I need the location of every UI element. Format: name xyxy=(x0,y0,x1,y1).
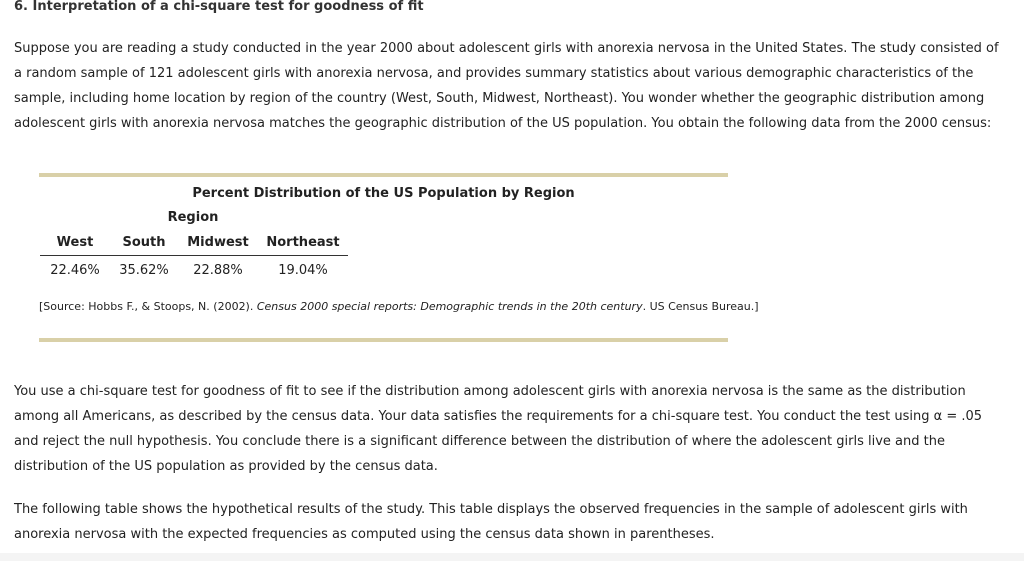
table-header-row xyxy=(40,229,348,256)
value-south: 35.62% xyxy=(119,262,169,278)
test-paragraph: You use a chi-square test for goodness of fit to see if the distribution among adolescent girls with anorexia nervosa is the same as the distribution among all Americans, as described by the census data. Your data satisfies the requirements for a chi-square test. You conduct the test using α = .05 and reject the null hypothesis. You conclude there is a significant difference between the distribution of where the adolescent girls live and the distribution of the US population as provided by the census data. xyxy=(14,384,983,474)
table-row xyxy=(40,256,348,285)
region-group-label: Region xyxy=(167,210,219,225)
header-west: West xyxy=(40,229,110,256)
census-distribution-table xyxy=(40,229,348,284)
intro-paragraph: Suppose you are reading a study conducted in the year 2000 about adolescent girls with anorexia nervosa in the United States. The study consisted of a random sample of 121 adolescent girls with anorexia nervosa, and provides summary statistics about various demographic characteristics of the sample, including home location by region of the country (West, South, Midwest, Northeast). You wonder whether the geographic distribution among adolescent girls with anorexia nervosa matches the geographic distribution of the US population. You obtain the following data from the 2000 census: xyxy=(14,41,999,131)
results-paragraph: The following table shows the hypothetical results of the study. This table displays the observed frequencies in the sample of adolescent girls with anorexia nervosa with the expected frequencies as computed using the census data shown in parentheses. xyxy=(14,502,968,542)
source-suffix: . US Census Bureau.] xyxy=(642,300,759,313)
header-northeast: Northeast xyxy=(258,229,348,256)
source-title: Census 2000 special reports: Demographic trends in the 20th century xyxy=(256,300,643,313)
source-prefix: [Source: Hobbs F., & Stoops, N. (2002). xyxy=(39,300,257,313)
bottom-divider xyxy=(0,553,1024,561)
value-west: 22.46% xyxy=(50,262,100,278)
table-bottom-rule xyxy=(39,338,728,342)
source-citation xyxy=(39,300,759,313)
question-title: 6. Interpretation of a chi-square test for goodness of fit xyxy=(14,0,424,14)
header-south: South xyxy=(110,229,178,256)
value-midwest: 22.88% xyxy=(193,262,243,278)
table-title: Percent Distribution of the US Population by Region xyxy=(192,186,575,201)
table-top-rule xyxy=(39,173,728,177)
header-midwest: Midwest xyxy=(178,229,258,256)
value-northeast: 19.04% xyxy=(278,262,328,278)
